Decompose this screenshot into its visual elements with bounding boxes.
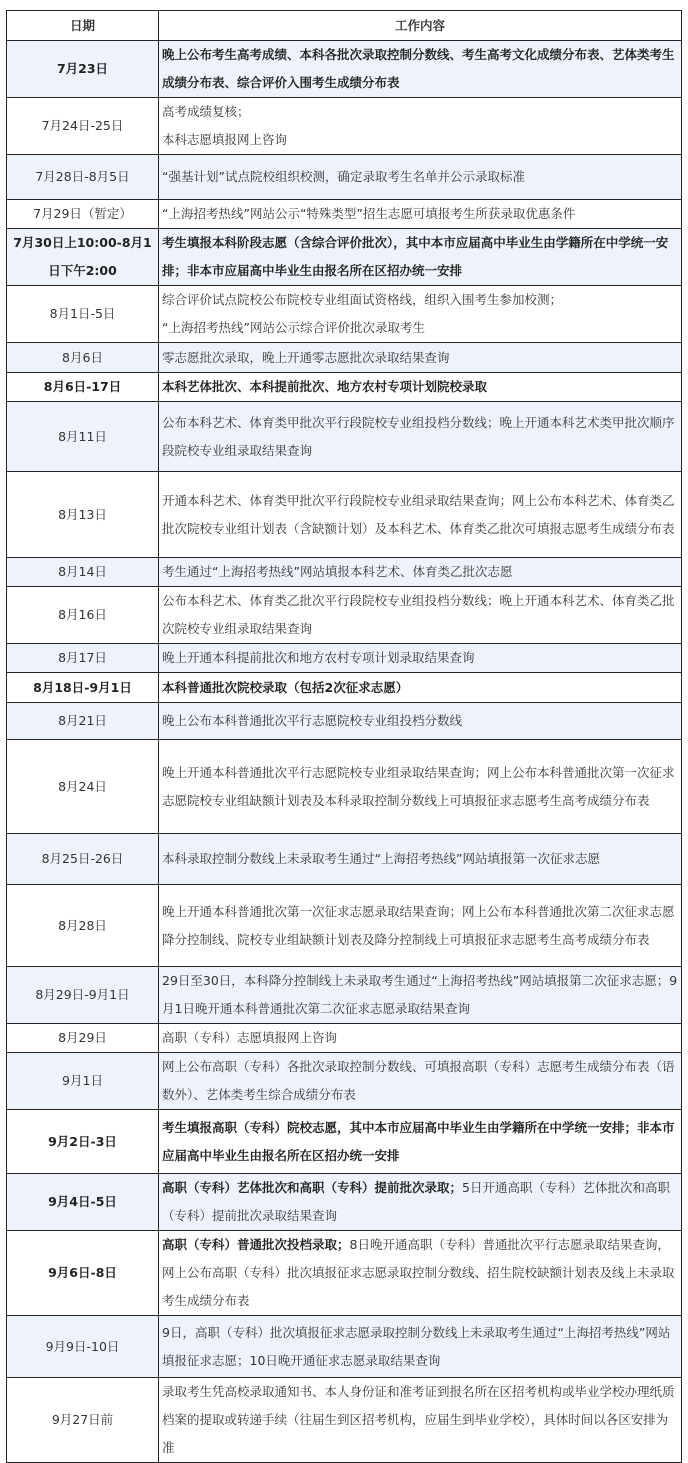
row-content	[159, 472, 682, 558]
content-bold: 晚上公布考生高考成绩、本科各批次录取控制分数线、考生高考文化成绩分布表、艺体类考生成绩分布表、综合评价入围考生成绩分布表	[162, 47, 675, 90]
row-date: 9月6日-8日	[7, 1231, 159, 1316]
row-content	[159, 286, 682, 343]
table-row	[7, 286, 682, 343]
content-text: 5日开通高职（专科）艺体批次和高职（专科）提前批次录取结果查询	[162, 1180, 670, 1223]
content-text: 开通本科艺术、体育类甲批次平行段院校专业组录取结果查询；网上公布本科艺术、体育类乙批次院校专业组计划表（含缺额计划）及本科艺术、体育类乙批次可填报志愿考生成绩分布表	[162, 492, 675, 536]
content-bold: 考生填报高职（专科）院校志愿，其中本市应届高中毕业生由学籍所在中学统一安排；非本市应届高中毕业生由报名所在区招办统一安排	[162, 1119, 675, 1163]
row-date: 8月18日-9月1日	[7, 673, 159, 703]
row-content	[159, 644, 682, 673]
row-date: 8月17日	[7, 644, 159, 673]
content-text: 考生通过“上海招考热线”网站填报本科艺术、体育类乙批次志愿	[162, 564, 513, 579]
row-date: 8月16日	[7, 587, 159, 644]
row-date: 9月4日-5日	[7, 1174, 159, 1231]
content-text: 晚上开通本科提前批次和地方农村专项计划录取结果查询	[162, 650, 475, 665]
table-row	[7, 1110, 682, 1174]
content-bold: 高职（专科）艺体批次和高职（专科）提前批次录取；	[162, 1180, 463, 1195]
row-date: 9月9日-10日	[7, 1316, 159, 1378]
row-date: 9月1日	[7, 1053, 159, 1110]
table-row	[7, 1174, 682, 1231]
row-date: 8月25日-26日	[7, 834, 159, 885]
table-row	[7, 587, 682, 644]
row-content	[159, 1378, 682, 1463]
row-content	[159, 373, 682, 402]
table-row	[7, 1316, 682, 1378]
row-content	[159, 1110, 682, 1174]
table-row	[7, 1231, 682, 1316]
table-row	[7, 885, 682, 967]
content-text: 晚上开通本科普通批次第一次征求志愿录取结果查询；网上公布本科普通批次第二次征求志愿降分控制线、院校专业组缺额计划表及降分控制线上可填报征求志愿考生高考成绩分布表	[162, 903, 675, 947]
content-text: 晚上开通本科普通批次平行志愿院校专业组录取结果查询；网上公布本科普通批次第一次征求志愿院校专业组缺额计划表及本科录取控制分数线上可填报征求志愿考生高考成绩分布表	[162, 764, 675, 808]
row-content	[159, 1024, 682, 1053]
row-content	[159, 229, 682, 286]
table-row	[7, 558, 682, 587]
header-content: 工作内容	[159, 11, 682, 41]
table-row	[7, 703, 682, 740]
row-content	[159, 402, 682, 472]
row-content	[159, 343, 682, 373]
row-content	[159, 967, 682, 1024]
row-date: 7月29日（暂定）	[7, 200, 159, 229]
content-bold: 本科艺体批次、本科提前批次、地方农村专项计划院校录取	[162, 379, 488, 394]
header-date: 日期	[7, 11, 159, 41]
table-row	[7, 98, 682, 155]
row-content	[159, 1053, 682, 1110]
row-date: 8月24日	[7, 740, 159, 834]
content-text: “强基计划”试点院校组织校测，确定录取考生名单并公示录取标准	[162, 169, 525, 184]
row-content	[159, 834, 682, 885]
table-row	[7, 343, 682, 373]
row-content	[159, 155, 682, 200]
table-row	[7, 1024, 682, 1053]
table-row	[7, 740, 682, 834]
table-row	[7, 200, 682, 229]
row-date: 8月13日	[7, 472, 159, 558]
table-row	[7, 1378, 682, 1463]
table-row	[7, 41, 682, 98]
row-date: 8月21日	[7, 703, 159, 740]
row-content	[159, 98, 682, 155]
content-text: 8日晚开通高职（专科）普通批次平行志愿录取结果查询，网上公布高职（专科）批次填报征求志愿录取控制分数线、招生院校缺额计划表及线上未录取考生成绩分布表	[162, 1237, 675, 1308]
table-row	[7, 967, 682, 1024]
table-row	[7, 834, 682, 885]
row-date: 8月6日	[7, 343, 159, 373]
content-text: 综合评价试点院校公布院校专业组面试资格线，组织入围考生参加校测； “上海招考热线”网站公示综合评价批次录取考生	[162, 292, 563, 335]
row-date: 8月29日-9月1日	[7, 967, 159, 1024]
table-row	[7, 402, 682, 472]
row-content	[159, 1316, 682, 1378]
row-content	[159, 1231, 682, 1316]
schedule-table	[6, 10, 682, 1463]
row-content	[159, 740, 682, 834]
row-content	[159, 703, 682, 740]
row-date: 8月29日	[7, 1024, 159, 1053]
content-text: 零志愿批次录取，晚上开通零志愿批次录取结果查询	[162, 349, 450, 365]
row-date: 9月2日-3日	[7, 1110, 159, 1174]
content-text: 网上公布高职（专科）各批次录取控制分数线、可填报高职（专科）志愿考生成绩分布表（语数外）、艺体类考生综合成绩分布表	[162, 1059, 675, 1102]
row-content	[159, 885, 682, 967]
content-text: 高考成绩复核； 本科志愿填报网上咨询	[162, 104, 288, 147]
content-text: 公布本科艺术、体育类甲批次平行段院校专业组投档分数线；晚上开通本科艺术类甲批次顺序段院校专业组录取结果查询	[162, 414, 675, 458]
row-date: 8月1日-5日	[7, 286, 159, 343]
table-row	[7, 155, 682, 200]
table-row	[7, 1053, 682, 1110]
row-date: 7月24日-25日	[7, 98, 159, 155]
content-text: 9日，高职（专科）批次填报征求志愿录取控制分数线上未录取考生通过“上海招考热线”网站填报征求志愿；10日晚开通征求志愿录取结果查询	[162, 1324, 671, 1368]
row-content	[159, 41, 682, 98]
content-text: 公布本科艺术、体育类乙批次平行段院校专业组投档分数线；晚上开通本科艺术、体育类乙批次院校专业组录取结果查询	[162, 593, 675, 636]
row-date: 8月6日-17日	[7, 373, 159, 402]
content-text: 晚上公布本科普通批次平行志愿院校专业组投档分数线	[162, 713, 463, 728]
row-content	[159, 587, 682, 644]
row-date: 7月30日上10:00-8月1日下午2:00	[7, 229, 159, 286]
content-text: 29日至30日，本科降分控制线上未录取考生通过“上海招考热线”网站填报第二次征求志愿；9月1日晚开通本科普通批次第二次征求志愿录取结果查询	[162, 973, 678, 1016]
content-bold: 考生填报本科阶段志愿（含综合评价批次），其中本市应届高中毕业生由学籍所在中学统一安排；非本市应届高中毕业生由报名所在区招办统一安排	[162, 235, 669, 278]
row-content	[159, 200, 682, 229]
row-date: 8月14日	[7, 558, 159, 587]
table-header	[7, 11, 682, 41]
row-date: 9月27日前	[7, 1378, 159, 1463]
content-bold: 本科普通批次院校录取（包括2次征求志愿）	[162, 679, 409, 695]
row-content	[159, 558, 682, 587]
row-date: 7月28日-8月5日	[7, 155, 159, 200]
row-date: 8月28日	[7, 885, 159, 967]
row-date: 7月23日	[7, 41, 159, 98]
content-text: 录取考生凭高校录取通知书、本人身份证和准考证到报名所在区招考机构或毕业学校办理纸质档案的提取或转递手续（往届生到区招考机构，应届生到毕业学校），具体时间以各区安排为准	[162, 1384, 675, 1455]
row-date: 8月11日	[7, 402, 159, 472]
table-row	[7, 472, 682, 558]
content-bold: 高职（专科）普通批次投档录取；	[162, 1237, 350, 1252]
table-row	[7, 673, 682, 703]
table-row	[7, 373, 682, 402]
row-content	[159, 1174, 682, 1231]
content-text: “上海招考热线”网站公示“特殊类型”招生志愿可填报考生所获录取优惠条件	[162, 206, 576, 221]
content-text: 高职（专科）志愿填报网上咨询	[162, 1030, 338, 1045]
content-text: 本科录取控制分数线上未录取考生通过“上海招考热线”网站填报第一次征求志愿	[162, 851, 600, 866]
table-row	[7, 644, 682, 673]
row-content	[159, 673, 682, 703]
table-row	[7, 229, 682, 286]
